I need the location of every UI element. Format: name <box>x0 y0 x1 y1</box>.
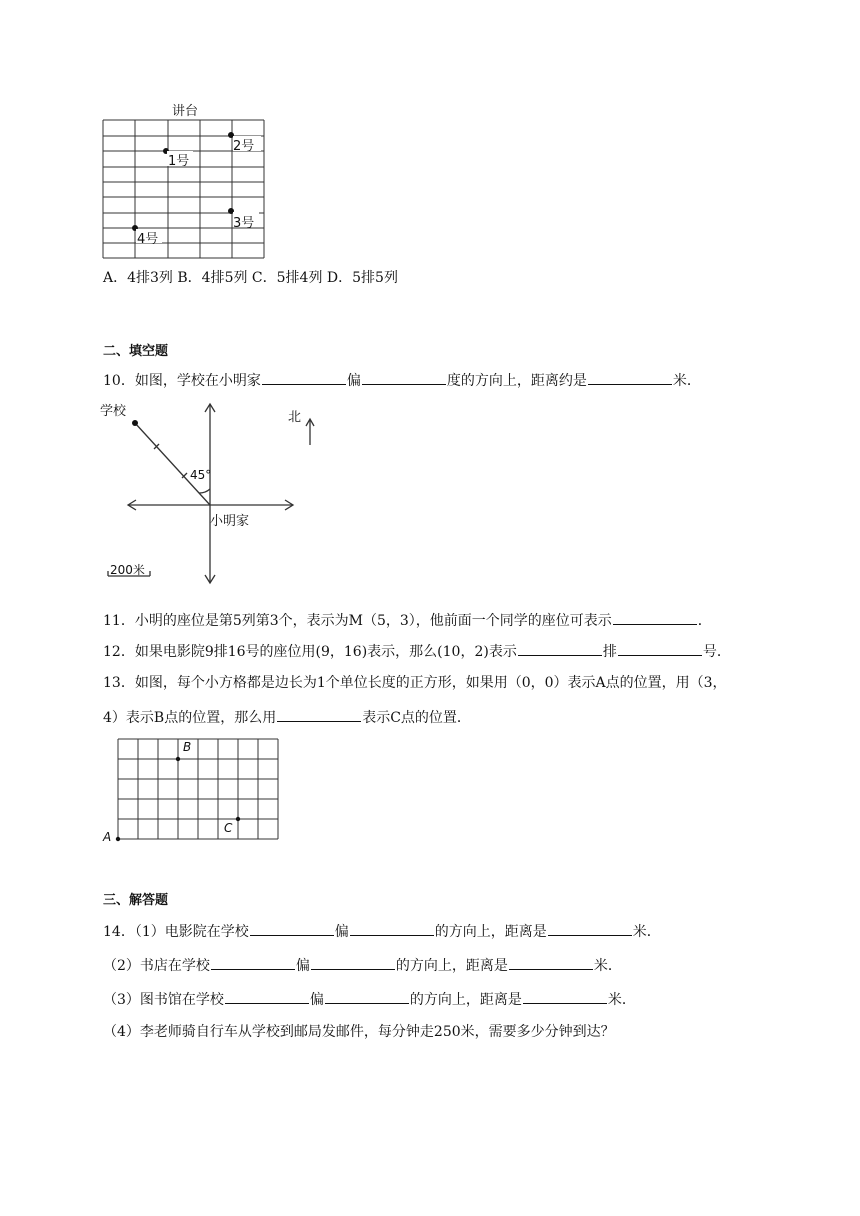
seat-3-label: 3号 <box>233 216 255 231</box>
q9-options: A．4排3列 B．4排5列 C．5排4列 D．5排5列 <box>103 270 398 286</box>
section-fill-blank: 二、填空题 <box>103 344 169 359</box>
point-b-dot <box>176 757 180 761</box>
angle-label: 45° <box>190 468 212 482</box>
seat-4-label: 4号 <box>137 232 159 247</box>
q14-2-blank-3[interactable] <box>509 954 593 970</box>
q10: 10．如图，学校在小明家 偏 度的方向上，距离约是 米． <box>103 369 701 391</box>
point-b-label: B <box>183 740 192 754</box>
seat-grid <box>100 98 270 263</box>
q14-2-blank-2[interactable] <box>311 954 395 970</box>
q14-1-blank-2[interactable] <box>350 920 434 936</box>
q14-3-blank-3[interactable] <box>523 988 607 1004</box>
q10-blank-3[interactable] <box>588 369 672 385</box>
coordinate-grid <box>100 735 285 847</box>
point-c-dot <box>236 817 240 821</box>
q11: 11．小明的座位是第5列第3个，表示为M（5，3），他前面一个同学的座位可表示 ． <box>103 609 712 631</box>
school-label: 学校 <box>100 404 127 419</box>
school-dot <box>132 420 138 426</box>
podium-label: 讲台 <box>172 104 199 119</box>
home-label: 小明家 <box>210 514 250 529</box>
point-c-label: C <box>224 821 233 835</box>
q12-blank-2[interactable] <box>618 640 702 656</box>
scale-label: 200米 <box>110 563 145 577</box>
q11-blank[interactable] <box>613 609 697 625</box>
section-answer: 三、解答题 <box>103 893 169 908</box>
q10-blank-1[interactable] <box>262 369 346 385</box>
q14-part4: （4）李老师骑自行车从学校到邮局发邮件，每分钟走250米，需要多少分钟到达？ <box>103 1024 615 1040</box>
q13-line1: 13．如图，每个小方格都是边长为1个单位长度的正方形，如果用（0，0）表示A点的位置，用（3， <box>103 675 727 691</box>
point-a-label: A <box>103 830 112 844</box>
q10-blank-2[interactable] <box>362 369 446 385</box>
q14-1-blank-3[interactable] <box>548 920 632 936</box>
seat-2-label: 2号 <box>233 139 255 154</box>
q14-2-blank-1[interactable] <box>211 954 295 970</box>
coordinate-figure <box>100 735 285 847</box>
north-label: 北 <box>288 410 302 425</box>
direction-figure <box>98 398 328 593</box>
seat-1-label: 1号 <box>168 154 190 169</box>
q13-line2: 4）表示B点的位置，那么用 表示C点的位置． <box>103 706 471 728</box>
q14-part3: （3）图书馆在学校 偏 的方向上，距离是 米． <box>103 988 636 1010</box>
q14-part2: （2）书店在学校 偏 的方向上，距离是 米． <box>103 954 622 976</box>
q12: 12．如果电影院9排16号的座位用(9，16)表示，那么(10，2)表示 排 号． <box>103 640 731 662</box>
q13-blank[interactable] <box>277 706 361 722</box>
q14-1-blank-1[interactable] <box>250 920 334 936</box>
seat-figure <box>100 98 270 263</box>
q14-3-blank-1[interactable] <box>225 988 309 1004</box>
q12-blank-1[interactable] <box>518 640 602 656</box>
q14-3-blank-2[interactable] <box>325 988 409 1004</box>
point-a-dot <box>116 837 120 841</box>
q14-part1: 14．（1）电影院在学校 偏 的方向上，距离是 米． <box>103 920 661 942</box>
